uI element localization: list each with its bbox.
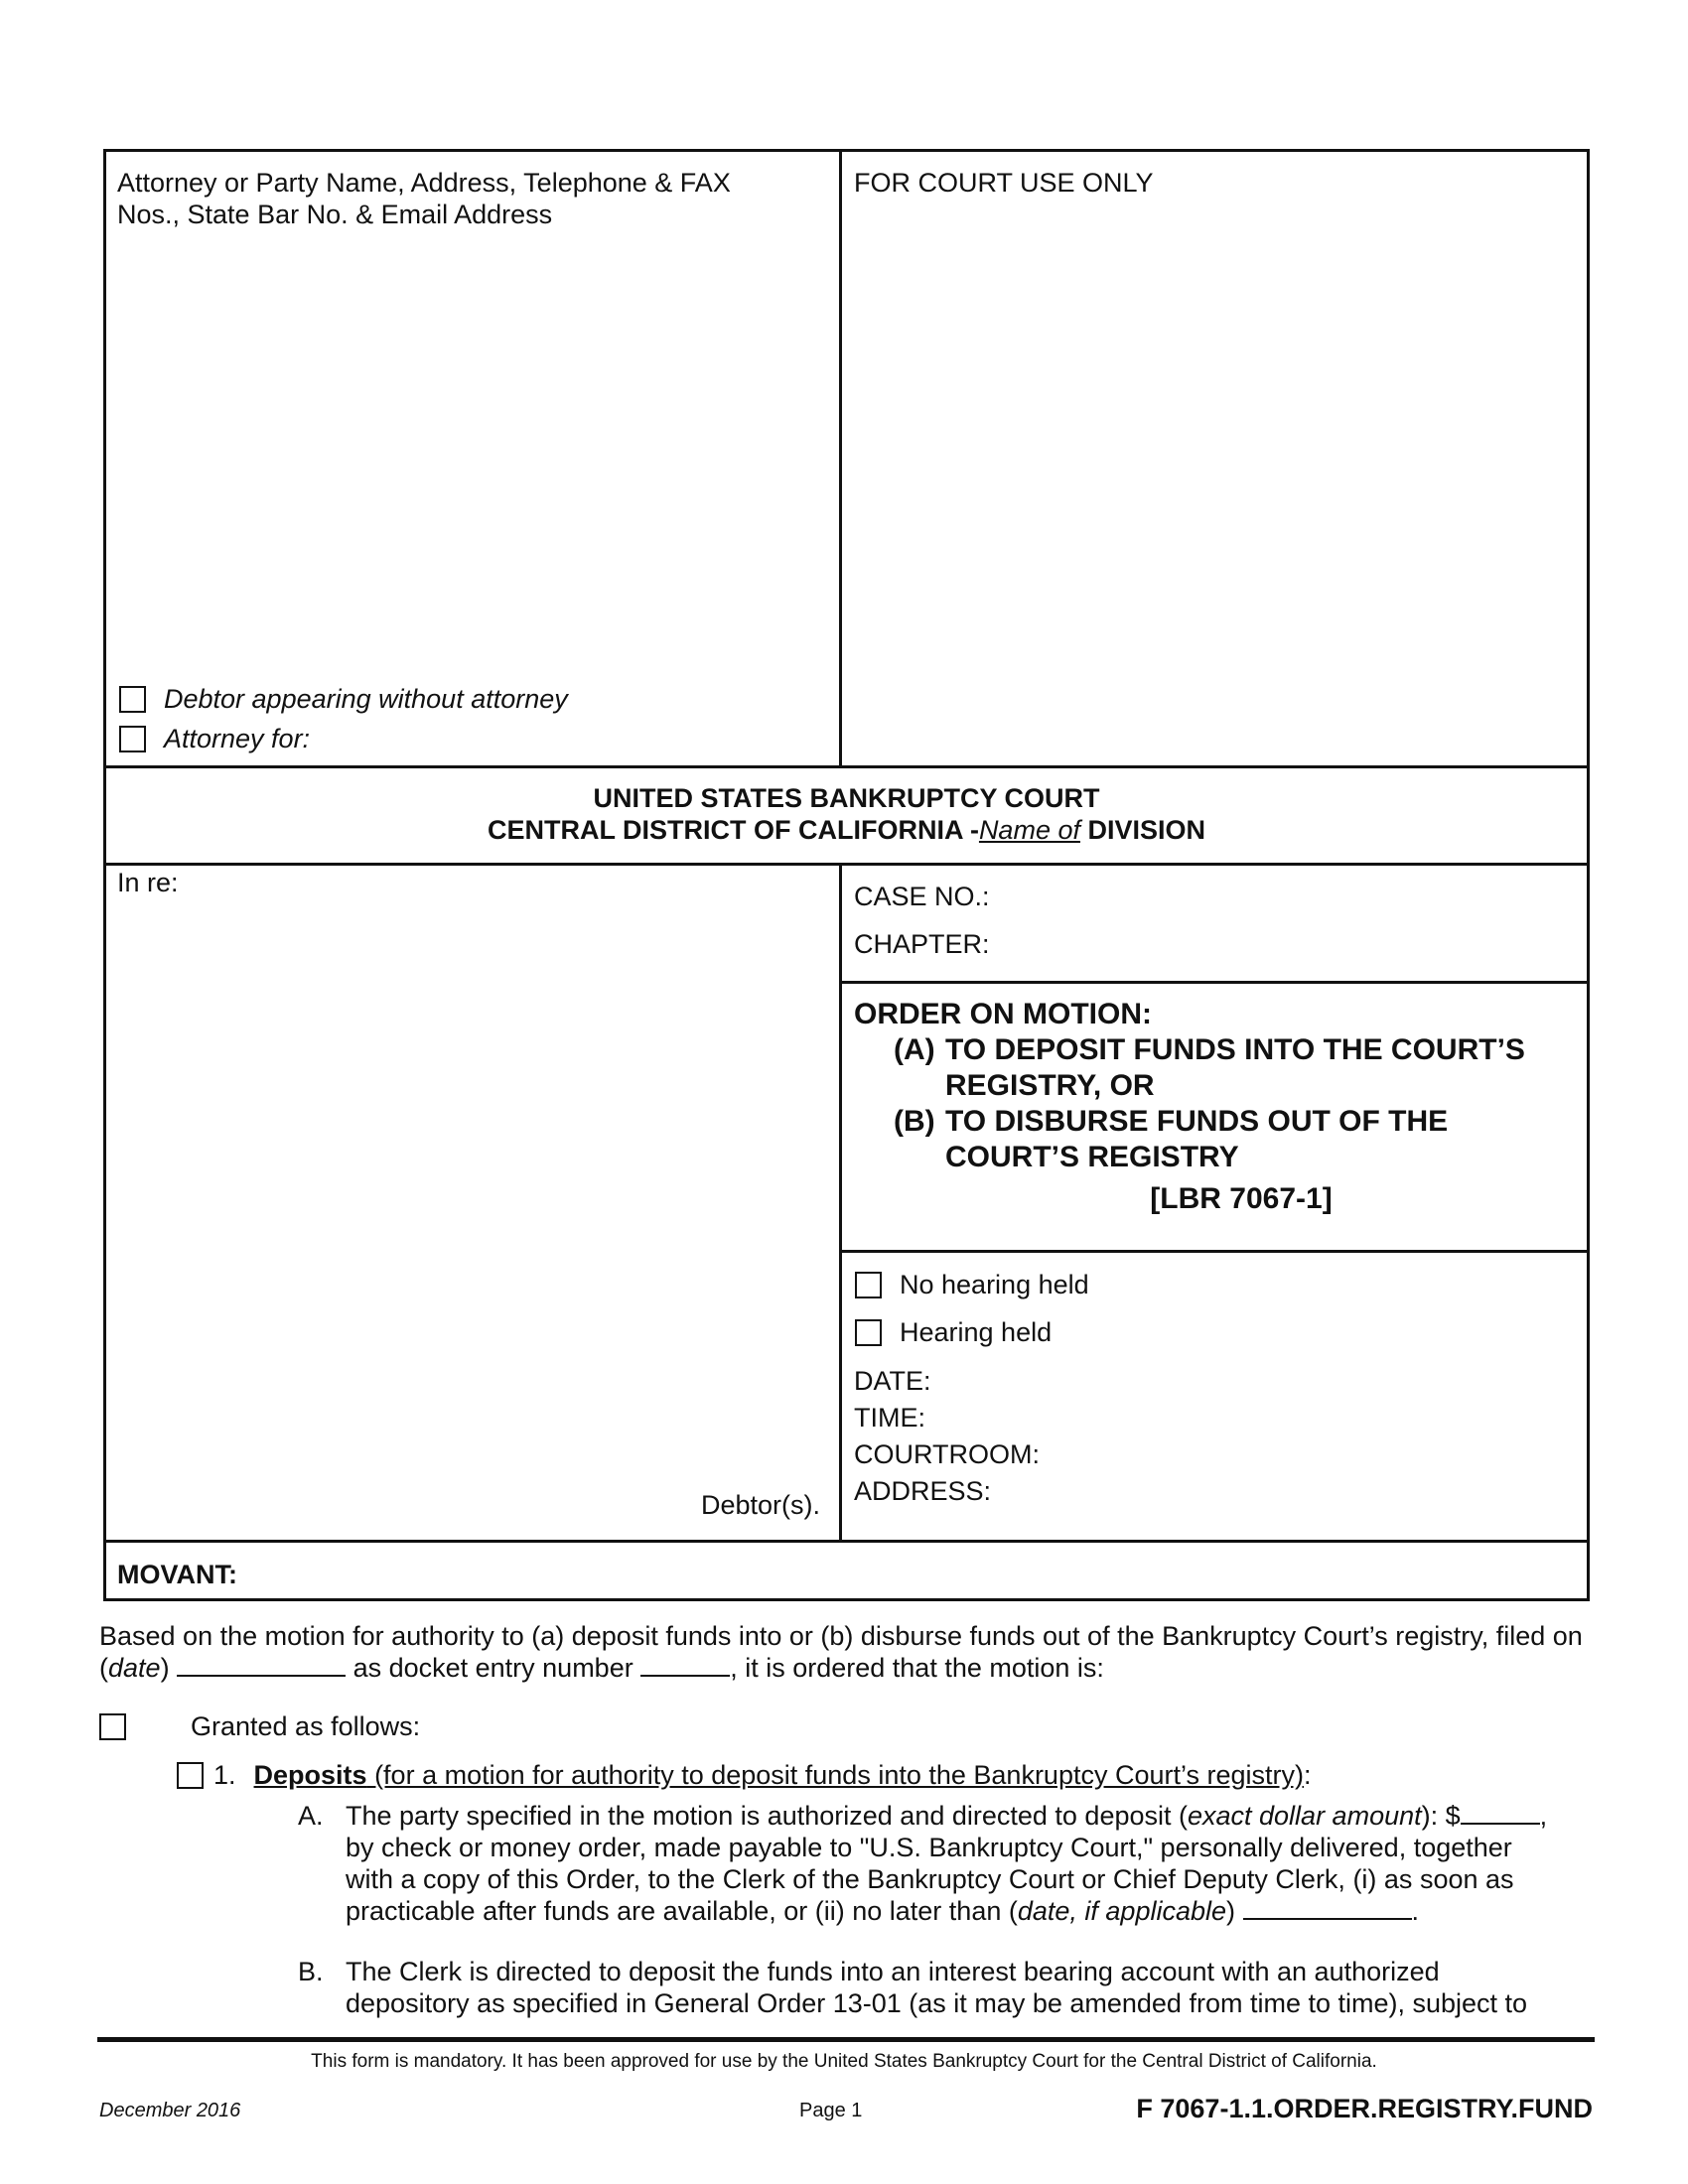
granted-row[interactable] xyxy=(99,1710,420,1742)
movant-label: MOVANT: xyxy=(117,1560,237,1589)
attorney-for-label: Attorney for: xyxy=(164,724,311,753)
attorney-info-label: Attorney or Party Name, Address, Telephone & FAX Nos., State Bar No. & Email Address xyxy=(117,168,731,230)
deposit-amount-blank[interactable] xyxy=(1461,1801,1540,1825)
deposit-item-b-letter: B. xyxy=(298,1957,324,1986)
deposits-row[interactable] xyxy=(177,1759,1312,1791)
caption-table xyxy=(103,149,1590,1601)
no-hearing-checkbox[interactable] xyxy=(855,1272,882,1298)
docket-number-blank[interactable] xyxy=(640,1653,730,1677)
granted-checkbox[interactable] xyxy=(99,1713,126,1740)
deposit-item-a-letter: A. xyxy=(298,1801,324,1831)
order-item-a-text: TO DEPOSIT FUNDS INTO THE COURT’S REGISTRY, OR xyxy=(945,1033,1525,1102)
footer-rule xyxy=(97,2037,1595,2042)
order-item-b-letter: (B) xyxy=(894,1105,935,1138)
attorney-for-row[interactable] xyxy=(119,723,310,754)
hearing-date-label: DATE: xyxy=(854,1366,931,1396)
attorney-for-checkbox[interactable] xyxy=(119,726,146,752)
debtor-without-attorney-label: Debtor appearing without attorney xyxy=(164,684,568,714)
order-item-a-letter: (A) xyxy=(894,1033,935,1066)
court-header xyxy=(106,782,1587,846)
hearing-courtroom-label: COURTROOM: xyxy=(854,1439,1040,1469)
caption-rule-court xyxy=(106,765,1587,768)
hearing-held-row[interactable] xyxy=(855,1316,1052,1348)
footer-note: This form is mandatory. It has been approved for use by the United States Bankruptcy Court for the Central District of California. xyxy=(311,2051,1377,2072)
caption-rule-inre xyxy=(106,863,1587,866)
order-item-a xyxy=(894,1032,1569,1104)
caption-rule-chapter xyxy=(839,981,1587,984)
caption-rule-order xyxy=(839,1250,1587,1253)
no-hearing-row[interactable] xyxy=(855,1269,1089,1300)
granted-label: Granted as follows: xyxy=(191,1711,421,1741)
hearing-time-label: TIME: xyxy=(854,1403,925,1433)
chapter-label: CHAPTER: xyxy=(854,929,990,959)
order-title-block xyxy=(854,997,1569,1217)
deposits-number: 1. xyxy=(213,1760,236,1790)
in-re-label: In re: xyxy=(117,868,179,897)
court-district: CENTRAL DISTRICT OF CALIFORNIA -Name of DIVISION xyxy=(487,815,1206,845)
lbr-reference: [LBR 7067-1] xyxy=(1150,1182,1333,1215)
deposits-description: (for a motion for authority to deposit funds into the Bankruptcy Court’s registry) xyxy=(366,1760,1305,1790)
deposit-item-a xyxy=(298,1800,1559,1927)
no-hearing-label: No hearing held xyxy=(900,1270,1089,1299)
deposit-item-a-text: The party specified in the motion is authorized and directed to deposit (exact dollar amount): $ , by check or money order, made payable to "U.S. Bankruptcy Court," personally delivered, together with a copy of this Order, to the Clerk of the Bankruptcy Court or Chief Deputy Clerk, (i) as soon as practicable after funds are available, or (ii) no later than (date, if applicable) . xyxy=(346,1801,1548,1926)
order-item-b-text: TO DISBURSE FUNDS OUT OF THE COURT’S REGISTRY xyxy=(945,1105,1449,1173)
hearing-address-label: ADDRESS: xyxy=(854,1476,992,1506)
deposit-deadline-blank[interactable] xyxy=(1243,1896,1412,1920)
order-item-b xyxy=(894,1104,1569,1175)
hearing-held-label: Hearing held xyxy=(900,1317,1053,1347)
hearing-fields xyxy=(854,1363,1040,1510)
filed-date-blank[interactable] xyxy=(177,1653,346,1677)
deposit-item-b xyxy=(298,1956,1559,2019)
debtor-without-attorney-checkbox[interactable] xyxy=(119,686,146,713)
deposits-colon: : xyxy=(1304,1760,1312,1790)
deposits-title: Deposits xyxy=(253,1760,367,1790)
caption-divider-top xyxy=(839,152,842,765)
court-use-label: FOR COURT USE ONLY xyxy=(854,168,1154,198)
footer-form-id: F 7067-1.1.ORDER.REGISTRY.FUND xyxy=(1136,2094,1593,2123)
footer-page-number: Page 1 xyxy=(799,2100,863,2121)
order-title: ORDER ON MOTION: xyxy=(854,998,1152,1030)
debtor-without-attorney-row[interactable] xyxy=(119,683,568,715)
case-no-label: CASE NO.: xyxy=(854,882,990,911)
caption-divider-bottom xyxy=(839,863,842,1540)
deposit-item-b-text: The Clerk is directed to deposit the funds into an interest bearing account with an authorized depository as specified in General Order 13-01 (as it may be amended from time to time), subject to xyxy=(346,1957,1528,2018)
footer-date: December 2016 xyxy=(99,2100,241,2121)
order-intro-paragraph: Based on the motion for authority to (a) deposit funds into or (b) disburse funds out of the Bankruptcy Court’s registry, filed on (date) as docket entry number , it is ordered that the motion is: xyxy=(99,1621,1583,1683)
deposits-checkbox[interactable] xyxy=(177,1762,204,1789)
hearing-held-checkbox[interactable] xyxy=(855,1319,882,1346)
debtors-label: Debtor(s). xyxy=(701,1490,821,1520)
court-name: UNITED STATES BANKRUPTCY COURT xyxy=(593,783,1100,813)
caption-rule-movant xyxy=(106,1540,1587,1543)
